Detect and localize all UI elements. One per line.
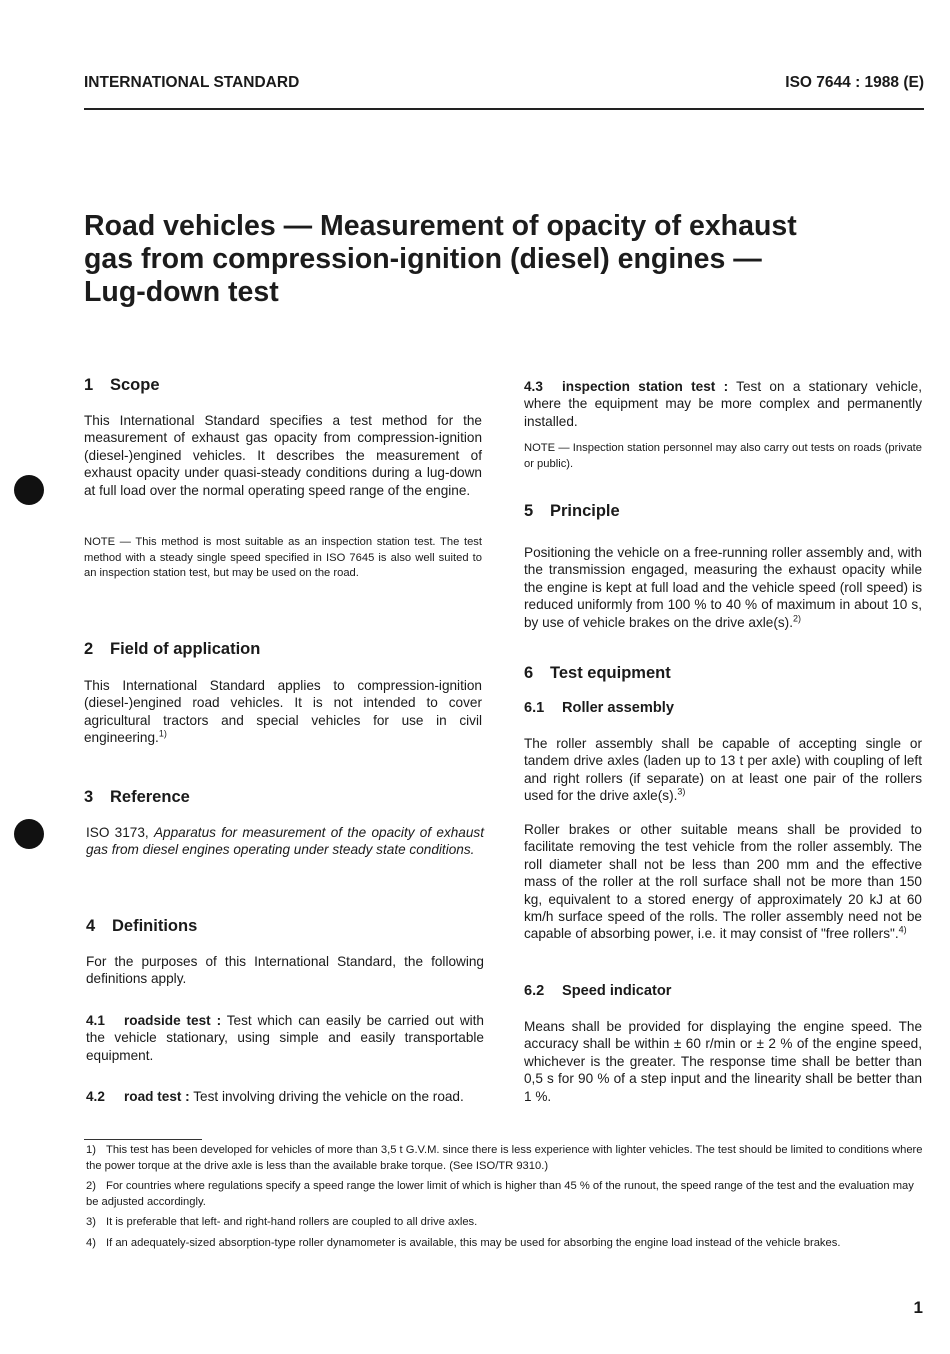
header-standard-number: ISO 7644 : 1988 (E) xyxy=(785,74,924,91)
section-6-1-para-2-text: Roller brakes or other suitable means shall be provided to facilitate removing the test vehicle from the roller assembly. The roll diameter shall not be less than 200 mm and the effective mass of the roller at the roll surface shall not be more than 150 kg, equivalent to a stored energy of approximately 20 kJ at 60 km/h surface speed of the rolls. The roller assembly need not be capable of absorbing power, i.e. it may consist of "free rollers". xyxy=(524,822,922,942)
footnote-ref-3: 3) xyxy=(677,786,686,797)
section-2-title: Field of application xyxy=(110,640,261,658)
section-6-heading xyxy=(524,664,671,683)
footnote-ref-1: 1) xyxy=(158,728,167,739)
section-3-number: 3 xyxy=(84,788,94,806)
definition-4-1-number: 4.1 xyxy=(86,1013,105,1028)
binder-hole-2 xyxy=(14,819,44,849)
document-title xyxy=(84,210,904,309)
definition-4-3-term: inspection station test : xyxy=(562,379,729,394)
footnote-ref-4: 4) xyxy=(898,924,907,935)
section-6-2-heading xyxy=(524,983,671,999)
footnote-2-number: 2) xyxy=(86,1180,96,1192)
section-1-body: This International Standard specifies a test method for the measurement of exhaust gas opacity from compression-ignition (diesel-)engined vehicles. It describes the measurement of exhaust opacity under quasi-steady conditions during a lug-down at full load over the normal operating speed range of the engine. xyxy=(84,413,482,498)
section-1-number: 1 xyxy=(84,376,94,394)
section-6-2-number: 6.2 xyxy=(524,983,545,999)
section-3-title: Reference xyxy=(110,788,190,806)
page-number: 1 xyxy=(913,1298,923,1317)
definition-4-3 xyxy=(524,378,922,430)
section-4-intro: For the purposes of this International Standard, the following definitions apply. xyxy=(86,954,484,987)
footnote-3-number: 3) xyxy=(86,1216,96,1228)
section-1-heading xyxy=(84,376,160,395)
section-6-1-para-1 xyxy=(524,735,922,805)
title-line-1: Road vehicles — Measurement of opacity of exhaust xyxy=(84,210,797,242)
definition-4-3-text: Test on a stationary vehicle, where the equipment may be more complex and permanently installed. xyxy=(524,379,922,429)
footnote-4-text: If an adequately-sized absorption-type roller dynamometer is available, this may be used for absorbing the engine load instead of the vehicle brakes. xyxy=(106,1237,841,1249)
section-3-heading xyxy=(84,788,190,807)
section-6-1-title: Roller assembly xyxy=(562,700,674,716)
footnote-4-number: 4) xyxy=(86,1237,96,1249)
header-rule xyxy=(84,108,924,110)
section-5-title: Principle xyxy=(550,502,620,520)
footnote-ref-2: 2) xyxy=(793,613,802,624)
binder-hole-1 xyxy=(14,475,44,505)
section-6-1-heading xyxy=(524,700,674,716)
header-standard-type: INTERNATIONAL STANDARD xyxy=(84,74,300,91)
footnote-1 xyxy=(86,1143,926,1174)
reference-id: ISO 3173, xyxy=(86,825,149,840)
section-6-1-number: 6.1 xyxy=(524,700,545,716)
section-2-heading xyxy=(84,640,260,659)
footnote-4 xyxy=(86,1236,926,1252)
section-6-number: 6 xyxy=(524,664,534,682)
footnote-1-text: This test has been developed for vehicles of more than 3,5 t G.V.M. since there is less experience with lighter vehicles. The test should be limited to conditions where the power torque at the drive axle is less than the available brake torque. (See ISO/TR 9310.) xyxy=(86,1144,923,1172)
title-line-2: gas from compression-ignition (diesel) engines — xyxy=(84,243,762,275)
section-6-1-para-1-text: The roller assembly shall be capable of accepting single or tandem drive axles (laden up to 13 t per axle) with coupling of left and right rollers (if separate) on at least one pair of the rollers used for the drive axle(s). xyxy=(524,736,922,804)
definition-4-3-note: NOTE — Inspection station personnel may also carry out tests on roads (private or public). xyxy=(524,442,922,470)
definition-4-2-number: 4.2 xyxy=(86,1089,105,1104)
section-1-note: NOTE — This method is most suitable as an inspection station test. The test method with a steady single speed specified in ISO 7645 is also well suited to an inspection station test, but may be used on the road. xyxy=(84,536,482,579)
section-5-body xyxy=(524,544,922,631)
section-2-number: 2 xyxy=(84,640,94,658)
reference-title: Apparatus for measurement of the opacity of exhaust gas from diesel engines operating under steady state conditions. xyxy=(86,825,484,858)
definition-4-2 xyxy=(86,1088,496,1105)
footnote-rule xyxy=(84,1139,202,1140)
definition-4-1-term: roadside test : xyxy=(124,1013,222,1028)
definition-4-1-text: Test which can easily be carried out with the vehicle stationary, using simple and easily transportable equipment. xyxy=(86,1013,484,1063)
title-line-3: Lug-down test xyxy=(84,276,279,308)
section-6-2-para-1: Means shall be provided for displaying the engine speed. The accuracy shall be within ± 60 r/min or ± 2 % of the engine speed, whichever is the greater. The response time shall be better than 0,5 s for 90 % of a step input and the linearity shall be better than 1 %. xyxy=(524,1019,922,1104)
definition-4-1 xyxy=(86,1012,484,1064)
section-3-body xyxy=(86,824,484,859)
section-6-1-para-2 xyxy=(524,821,922,943)
section-6-title: Test equipment xyxy=(550,664,671,682)
definition-4-3-number: 4.3 xyxy=(524,379,543,394)
section-4-number: 4 xyxy=(86,917,96,935)
footnote-2-text: For countries where regulations specify a speed range the lower limit of which is higher than 45 % of the runout, the speed range of the test and the evaluation may be adjusted accordingly. xyxy=(86,1180,914,1208)
section-6-2-title: Speed indicator xyxy=(562,983,672,999)
section-2-body xyxy=(84,677,482,747)
section-4-heading xyxy=(86,917,197,936)
section-5-text: Positioning the vehicle on a free-running roller assembly and, with the transmission engaged, measuring the exhaust opacity while the engine is kept at full load and the vehicle speed (roll speed) is reduced uniformly from 100 % to 40 % of maximum in about 10 s, by use of vehicle brakes on the drive axle(s). xyxy=(524,545,922,630)
section-5-number: 5 xyxy=(524,502,534,520)
section-4-title: Definitions xyxy=(112,917,198,935)
definition-4-2-term: road test : xyxy=(124,1089,190,1104)
section-2-text: This International Standard applies to compression-ignition (diesel-)engined road vehicles. It is not intended to cover agricultural tractors and special vehicles for use in civil engineering. xyxy=(84,678,482,746)
footnote-3 xyxy=(86,1215,926,1231)
section-5-heading xyxy=(524,502,620,521)
section-1-title: Scope xyxy=(110,376,160,394)
footnote-1-number: 1) xyxy=(86,1144,96,1156)
definition-4-2-text: Test involving driving the vehicle on the road. xyxy=(189,1089,464,1104)
footnote-3-text: It is preferable that left- and right-hand rollers are coupled to all drive axles. xyxy=(106,1216,478,1228)
footnote-2 xyxy=(86,1179,926,1210)
